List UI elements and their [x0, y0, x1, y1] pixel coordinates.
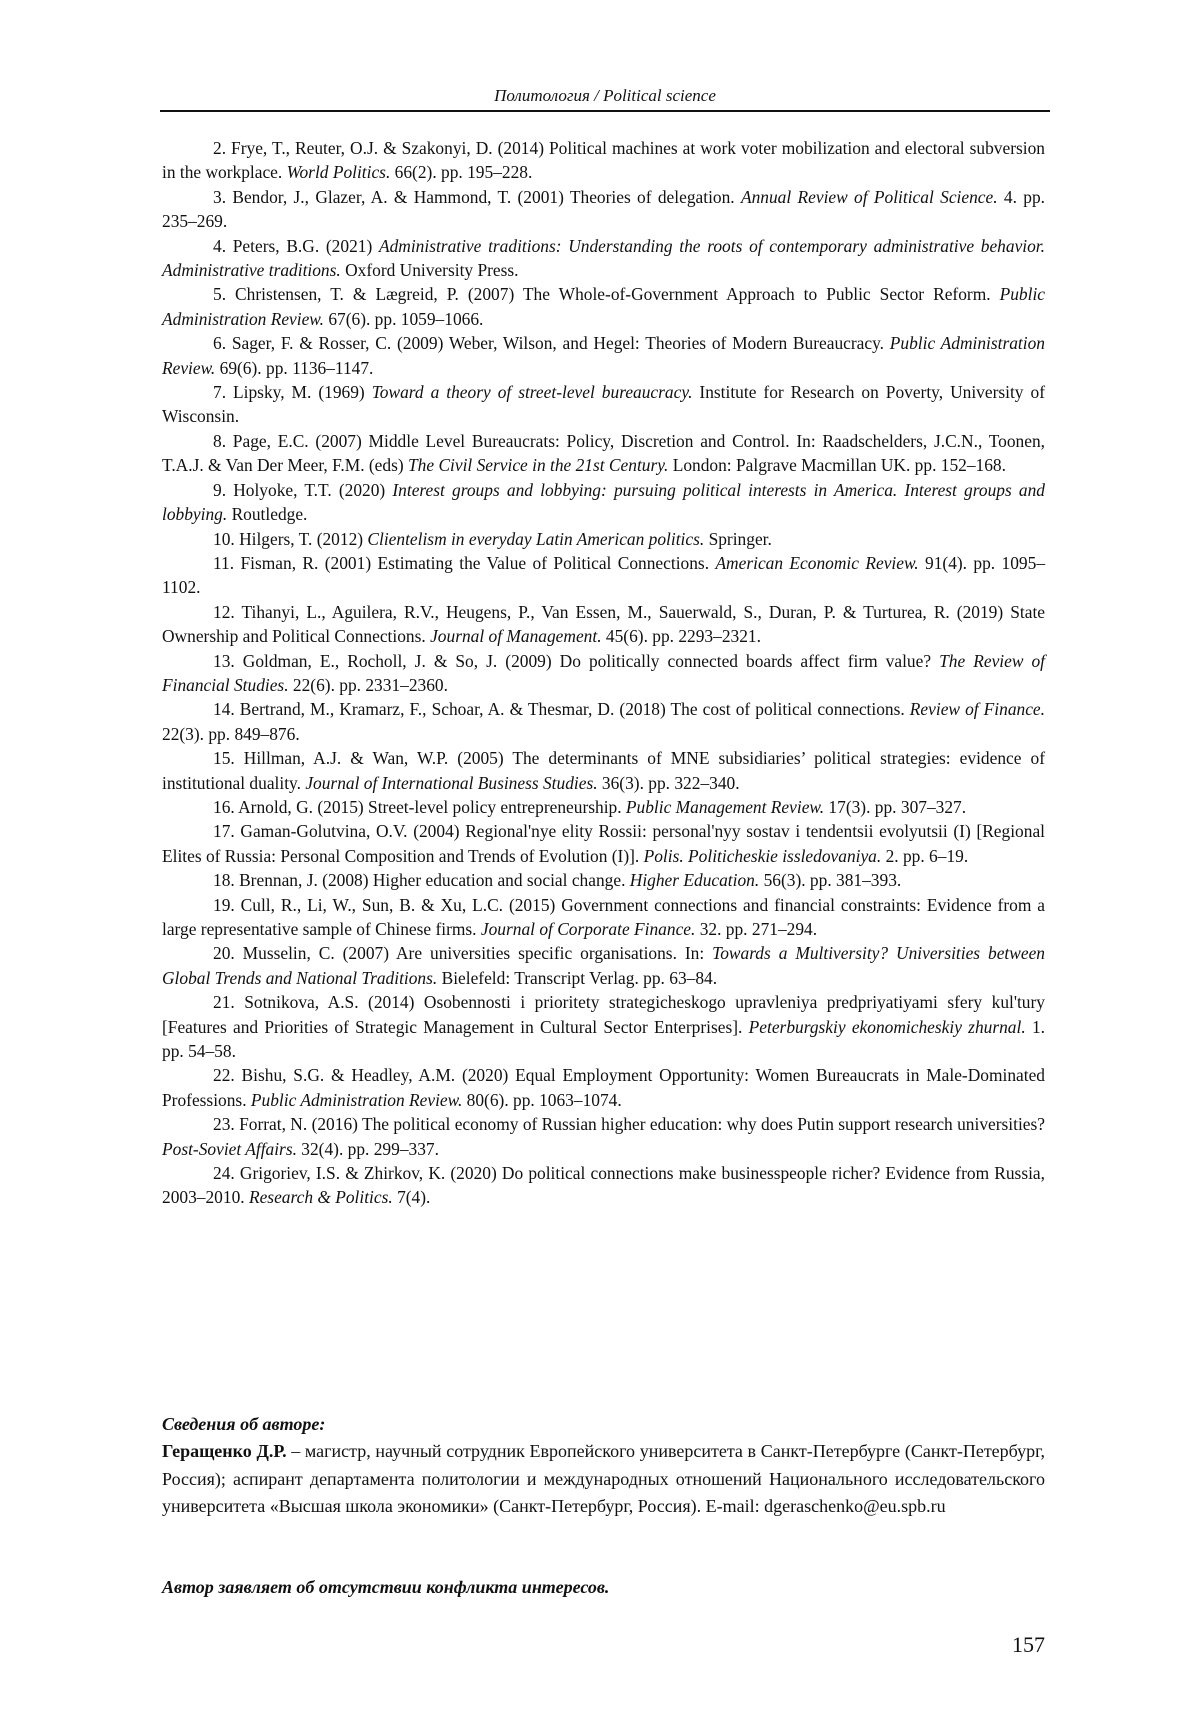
reference-item	[162, 746, 1045, 795]
page-number: 157	[1012, 1632, 1045, 1657]
reference-text: 4. pp. 235–269.	[162, 186, 1046, 232]
reference-text: 22(6). pp. 2331–2360.	[288, 674, 448, 695]
reference-source-title: Higher Education.	[629, 870, 760, 891]
reference-text: 2. pp. 6–19.	[881, 845, 969, 866]
reference-item	[162, 868, 1045, 892]
reference-text: 91(4). pp. 1095–1102.	[162, 552, 1046, 598]
reference-source-title: Towards a Multiversity? Universities between Global Trends and National Traditions.	[162, 943, 1045, 988]
reference-text: 22. Bishu, S.G. & Headley, A.M. (2020) Equal Employment Opportunity: Women Bureaucrats in Male-Dominated Professions.	[162, 1065, 1045, 1110]
reference-item	[162, 478, 1045, 527]
reference-text: 32. pp. 271–294.	[695, 919, 818, 939]
reference-source-title: Journal of Management.	[430, 626, 602, 647]
reference-text: 12. Tihanyi, L., Aguilera, R.V., Heugens, P., Van Essen, M., Sauerwald, S., Duran, P. & Turturea, R. (2019) State Ownership and Political Connections.	[162, 601, 1045, 647]
reference-text: 45(6). pp. 2293–2321.	[601, 626, 761, 647]
reference-text: 11. Fisman, R. (2001) Estimating the Value of Political Connections.	[213, 552, 716, 573]
reference-item	[162, 893, 1045, 942]
reference-source-title: Public Management Review.	[625, 796, 825, 817]
reference-text: London: Palgrave Macmillan UK. pp. 152–168.	[668, 455, 1006, 476]
reference-text: 22(3). pp. 849–876.	[162, 723, 300, 744]
reference-text: 10. Hilgers, T. (2012)	[213, 528, 368, 549]
reference-text: Bielefeld: Transcript Verlag. pp. 63–84.	[437, 967, 718, 988]
reference-text: 9. Holyoke, T.T. (2020)	[213, 479, 393, 500]
reference-text: 80(6). pp. 1063–1074.	[462, 1089, 622, 1110]
reference-text: 16. Arnold, G. (2015) Street-level policy entrepreneurship.	[213, 796, 626, 817]
conflict-of-interest-statement: Автор заявляет об отсутствии конфликта интересов.	[162, 1577, 610, 1597]
reference-item	[162, 1063, 1045, 1112]
reference-source-title: World Politics.	[286, 162, 391, 183]
reference-text: 8. Page, E.C. (2007) Middle Level Bureaucrats: Policy, Discretion and Control. In: Raadschelders, J.C.N., Toonen, T.A.J. & Van Der Meer, F.M. (eds)	[162, 430, 1045, 476]
reference-text: 1. pp. 54–58.	[162, 1016, 1045, 1062]
author-description: – магистр, научный сотрудник Европейского университета в Санкт-Петербурге (Санкт-Петербург, Россия); аспирант департамента политологии и международных отношений Национального исследовательского университета «Высшая школа экономики» (Санкт-Петербург, Россия). E-mail: dgeraschenko@eu.spb.ru	[162, 1441, 1045, 1516]
reference-item	[162, 331, 1045, 380]
running-header: Политология / Political science	[160, 86, 1050, 112]
reference-text: Springer.	[704, 528, 772, 549]
reference-text: 21. Sotnikova, A.S. (2014) Osobennosti i prioritety strategicheskogo upravleniya predpriyatiyami sfery kul'tury [Features and Priorities of Strategic Management in Cultural Sector Enterprises].	[162, 992, 1045, 1037]
author-info-text	[162, 1438, 1045, 1521]
reference-item	[162, 990, 1045, 1063]
reference-source-title: Peterburgskiy ekonomicheskiy zhurnal.	[748, 1016, 1026, 1037]
reference-source-title: The Review of Financial Studies.	[162, 650, 1045, 695]
reference-item	[162, 649, 1045, 698]
reference-item	[162, 1112, 1045, 1161]
reference-text: 32(4). pp. 299–337.	[296, 1138, 439, 1159]
reference-item	[162, 941, 1045, 990]
reference-source-title: Public Administration Review.	[250, 1089, 463, 1110]
reference-item	[162, 234, 1045, 283]
reference-text: Routledge.	[227, 504, 308, 525]
reference-source-title: American Economic Review.	[715, 552, 919, 573]
reference-source-title: Journal of International Business Studies.	[305, 772, 598, 793]
reference-text: 7(4).	[392, 1187, 431, 1208]
reference-text: 2. Frye, T., Reuter, O.J. & Szakonyi, D. (2014) Political machines at work voter mobilization and electoral subversion in the workplace.	[162, 138, 1045, 183]
reference-text: 5. Christensen, T. & Lægreid, P. (2007) The Whole-of-Government Approach to Public Sector Reform.	[213, 284, 1000, 305]
reference-text: 19. Cull, R., Li, W., Sun, B. & Xu, L.C. (2015) Government connections and financial constraints: Evidence from a large representative sample of Chinese firms.	[162, 894, 1045, 939]
reference-item	[162, 527, 1045, 551]
reference-text: 17. Gaman-Golutvina, O.V. (2004) Regional'nye elity Rossii: personal'nyy sostav i tendentsii evolyutsii (I) [Regional Elites of Russia: Personal Composition and Trends of Evolution (I)].	[162, 821, 1045, 866]
reference-item	[162, 795, 1045, 819]
reference-item	[162, 600, 1045, 649]
reference-source-title: Post-Soviet Affairs.	[162, 1138, 297, 1159]
reference-item	[162, 551, 1045, 600]
reference-item	[162, 429, 1045, 478]
reference-source-title: The Civil Service in the 21st Century.	[408, 455, 669, 476]
author-name: Геращенко Д.Р.	[162, 1441, 287, 1461]
reference-item	[162, 282, 1045, 331]
reference-text: 69(6). pp. 1136–1147.	[215, 357, 374, 378]
reference-text: 56(3). pp. 381–393.	[759, 870, 902, 891]
author-info-section	[162, 1411, 1045, 1521]
reference-text: 20. Musselin, C. (2007) Are universities specific organisations. In:	[213, 943, 713, 964]
reference-source-title: Journal of Corporate Finance.	[480, 919, 696, 939]
reference-text: 15. Hillman, A.J. & Wan, W.P. (2005) The determinants of MNE subsidiaries’ political strategies: evidence of institutional duality.	[162, 748, 1045, 793]
reference-list	[162, 136, 1045, 1210]
reference-item	[162, 136, 1045, 185]
reference-text: 3. Bendor, J., Glazer, A. & Hammond, T. (2001) Theories of delegation.	[213, 186, 741, 207]
reference-source-title: Annual Review of Political Science.	[740, 186, 998, 207]
reference-source-title: Polis. Politicheskie issledovaniya.	[643, 845, 882, 866]
reference-text: 67(6). pp. 1059–1066.	[323, 308, 484, 329]
reference-text: Institute for Research on Poverty, University of Wisconsin.	[162, 382, 1045, 427]
reference-text: Oxford University Press.	[340, 260, 519, 281]
reference-source-title: Interest groups and lobbying: pursuing political interests in America. Interest groups and lobbying.	[162, 479, 1045, 525]
reference-item	[162, 185, 1045, 234]
reference-item	[162, 697, 1045, 746]
reference-item	[162, 1161, 1045, 1210]
reference-text: 14. Bertrand, M., Kramarz, F., Schoar, A. & Thesmar, D. (2018) The cost of political connections.	[213, 699, 910, 720]
reference-text: 6. Sager, F. & Rosser, C. (2009) Weber, Wilson, and Hegel: Theories of Modern Bureaucracy.	[213, 333, 890, 354]
reference-source-title: Administrative traditions: Understanding the roots of contemporary administrative behavior. Administrative traditions.	[162, 235, 1045, 281]
reference-item	[162, 819, 1045, 868]
reference-source-title: Public Administration Review.	[162, 284, 1045, 329]
reference-text: 24. Grigoriev, I.S. & Zhirkov, K. (2020) Do political connections make businesspeople richer? Evidence from Russia, 2003–2010.	[162, 1163, 1045, 1208]
reference-text: 13. Goldman, E., Rocholl, J. & So, J. (2009) Do politically connected boards affect firm value?	[213, 650, 940, 671]
reference-text: 66(2). pp. 195–228.	[390, 162, 533, 183]
reference-source-title: Research & Politics.	[248, 1187, 393, 1208]
author-info-heading: Сведения об авторе:	[162, 1414, 326, 1434]
reference-item	[162, 380, 1045, 429]
reference-source-title: Public Administration Review.	[162, 333, 1045, 378]
reference-text: 18. Brennan, J. (2008) Higher education and social change.	[213, 870, 630, 891]
reference-source-title: Review of Finance.	[909, 699, 1045, 720]
reference-source-title: Toward a theory of street-level bureaucracy.	[371, 382, 693, 403]
reference-text: 7. Lipsky, M. (1969)	[213, 382, 372, 403]
reference-text: 4. Peters, B.G. (2021)	[213, 235, 379, 256]
reference-text: 23. Forrat, N. (2016) The political economy of Russian higher education: why does Putin support research universities?	[213, 1114, 1045, 1135]
reference-text: 36(3). pp. 322–340.	[597, 772, 740, 793]
reference-text: 17(3). pp. 307–327.	[824, 796, 967, 817]
reference-source-title: Clientelism in everyday Latin American politics.	[367, 528, 705, 549]
